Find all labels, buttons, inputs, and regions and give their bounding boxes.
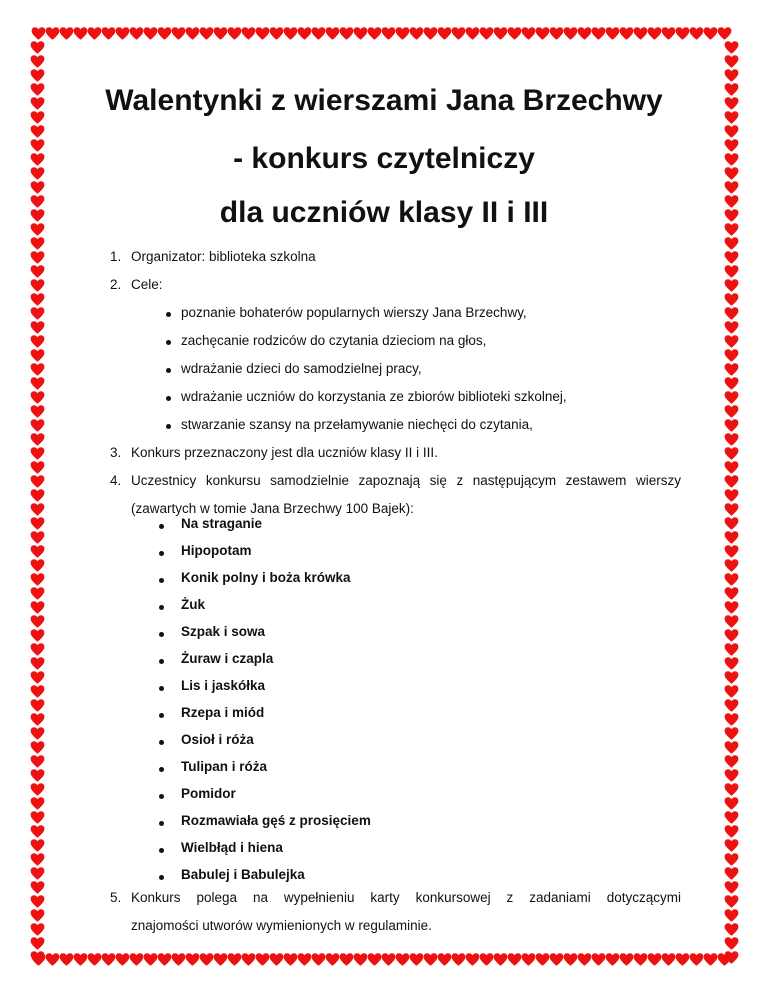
poem-item: Żuk [181, 597, 206, 612]
item-contest-form-cont: znajomości utworów wymienionych w regulaminie. [131, 918, 432, 933]
poem-item: Lis i jaskółka [181, 678, 266, 693]
bullet-icon [159, 551, 164, 556]
item-number: 3. [110, 445, 122, 460]
item-audience: Konkurs przeznaczony jest dla uczniów klasy II i III. [131, 445, 438, 460]
title-line-3: dla uczniów klasy II i III [219, 196, 549, 229]
goal-item: wdrażanie dzieci do samodzielnej pracy, [181, 361, 422, 376]
poem-item: Tulipan i róża [181, 759, 268, 774]
bullet-icon [159, 632, 164, 637]
poem-item: Żuraw i czapla [181, 651, 274, 666]
item-participants: Uczestnicy konkursu samodzielnie zapoznają się z następującym zestawem wierszy [131, 473, 681, 488]
poem-item: Konik polny i boża krówka [181, 570, 351, 585]
goal-item: zachęcanie rodziców do czytania dzieciom na głos, [181, 333, 487, 348]
poem-item: Babulej i Babulejka [181, 867, 305, 882]
bullet-icon [166, 424, 171, 429]
bullet-icon [159, 848, 164, 853]
poem-item: Rzepa i miód [181, 705, 265, 720]
poem-item: Szpak i sowa [181, 624, 266, 639]
title-line-2: - konkurs czytelniczy [233, 142, 535, 175]
poem-item: Osioł i róża [181, 732, 254, 747]
item-number: 4. [110, 473, 122, 488]
item-number: 5. [110, 890, 122, 905]
bullet-icon [159, 605, 164, 610]
goal-item: poznanie bohaterów popularnych wierszy Jana Brzechwy, [181, 305, 527, 320]
bullet-icon [159, 713, 164, 718]
poem-item: Hipopotam [181, 543, 252, 558]
bullet-icon [159, 740, 164, 745]
poem-item: Rozmawiała gęś z prosięciem [181, 813, 371, 828]
item-goals-heading: Cele: [131, 277, 163, 292]
bullet-icon [159, 875, 164, 880]
item-contest-form: Konkurs polega na wypełnieniu karty konkursowej z zadaniami dotyczącymi [131, 890, 681, 905]
bullet-icon [159, 821, 164, 826]
bullet-icon [166, 340, 171, 345]
bullet-icon [159, 659, 164, 664]
poem-item: Wielbłąd i hiena [181, 840, 283, 855]
title-line-1: Walentynki z wierszami Jana Brzechwy [105, 84, 663, 117]
item-number: 2. [110, 277, 122, 292]
bullet-icon [166, 368, 171, 373]
goal-item: wdrażanie uczniów do korzystania ze zbiorów biblioteki szkolnej, [181, 389, 567, 404]
bullet-icon [166, 312, 171, 317]
bullet-icon [159, 686, 164, 691]
bullet-icon [166, 396, 171, 401]
item-number: 1. [110, 249, 122, 264]
goal-item: stwarzanie szansy na przełamywanie niechęci do czytania, [181, 417, 533, 432]
item-organizer: Organizator: biblioteka szkolna [131, 249, 316, 264]
poem-item: Pomidor [181, 786, 236, 801]
poem-item: Na straganie [181, 516, 263, 531]
bullet-icon [159, 578, 164, 583]
item-participants-cont: (zawartych w tomie Jana Brzechwy 100 Bajek): [131, 501, 414, 516]
bullet-icon [159, 524, 164, 529]
bullet-icon [159, 794, 164, 799]
bullet-icon [159, 767, 164, 772]
